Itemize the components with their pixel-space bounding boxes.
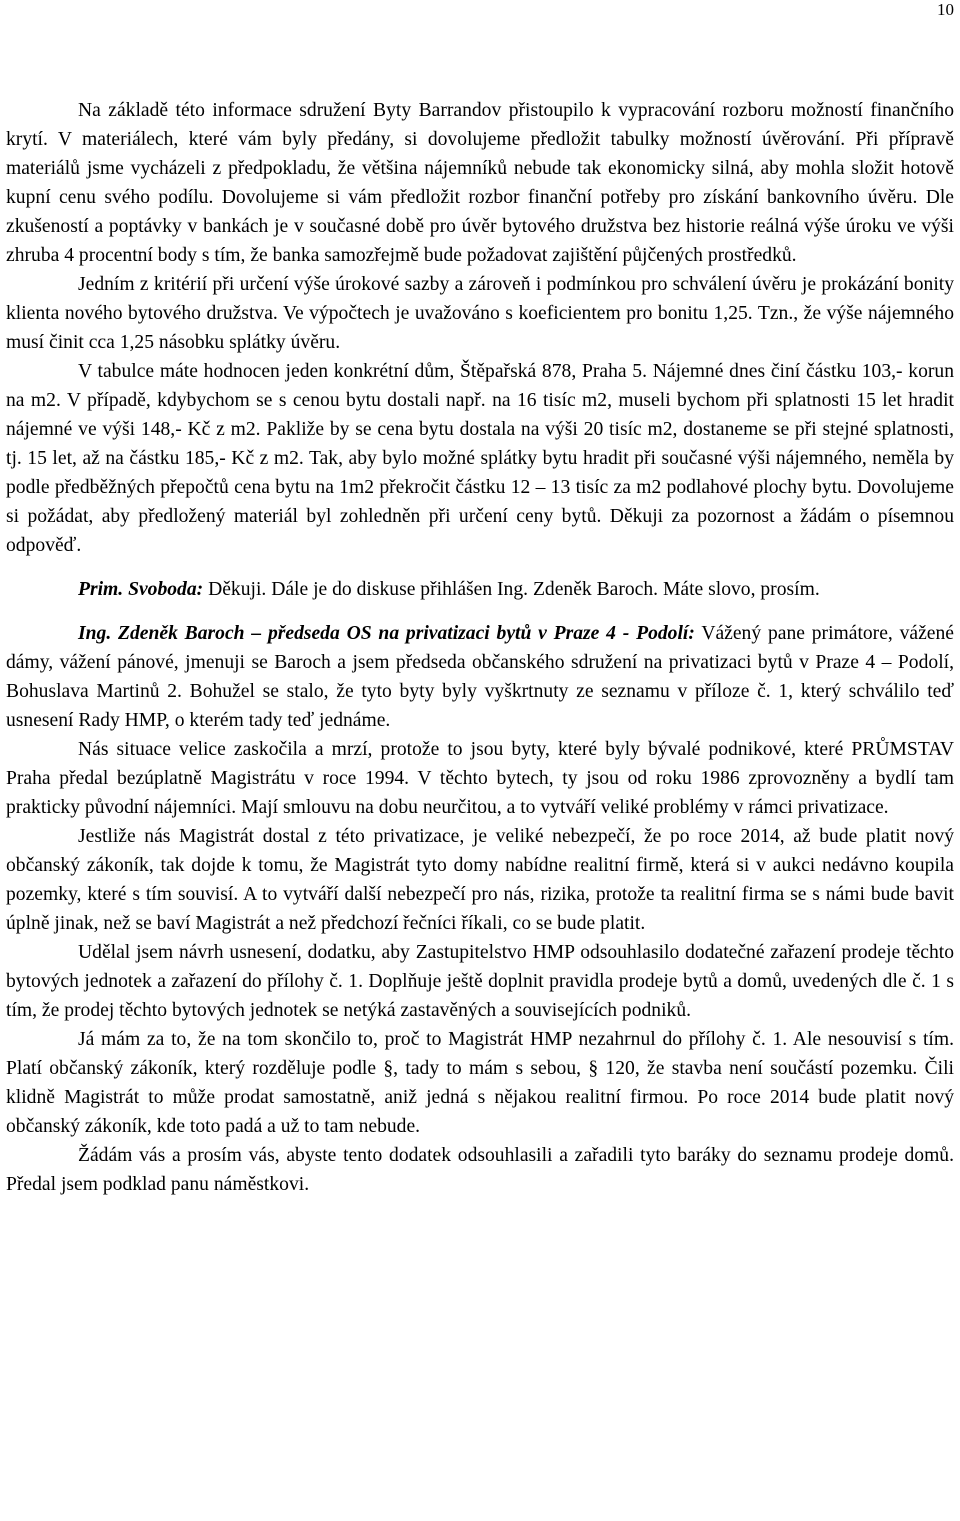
speaker-text: Vážený pane primátore, vážené dámy, vážení pánové, jmenuji se Baroch a jsem předseda občanského sdružení na privatizaci bytů v Praze 4 – Podolí, Bohuslava Martinů 2. Bohužel se stalo, že tyto byty byly vyškrtnuty ze seznamu v příloze č. 1, který schválilo teď usnesení Rady HMP, o kterém tady teď jednáme. [6, 623, 954, 731]
paragraph-risk: Jestliže nás Magistrát dostal z této privatizace, je veliké nebezpečí, že po roce 2014, až bude platit nový občanský zákoník, tak dojde k tomu, že Magistrát tyto domy nabídne realitní firmě, která si v aukci nedávno koupila pozemky, které s tím souvisí. A to vytváří další nebezpečí pro nás, rizika, protože ta realitní firma se s námi bude bavit úplně jinak, než se baví Magistrát a než předchozí řečníci říkali, co se bude platit. [6, 826, 954, 934]
paragraph-bonity: Jedním z kritérií při určení výše úrokové sazby a zároveň i podmínkou pro schválení úvěru je prokázání bonity klienta nového bytového družstva. Ve výpočtech je uvažováno s koeficientem pro bonitu 1,25. Tzn., že výše nájemného musí činit cca 1,25 násobku splátky úvěru. [6, 274, 954, 353]
speaker-name: Prim. Svoboda: [78, 579, 204, 600]
paragraph-financing: Na základě této informace sdružení Byty Barrandov přistoupilo k vypracování rozboru možností finančního krytí. V materiálech, které vám byly předány, si dovolujeme předložit tabulky možností úvěrování. Při přípravě materiálů jsme vycházeli z předpokladu, že většina nájemníků nebude tak ekonomicky silná, aby mohla složit hotově kupní cenu svého podílu. Dovolujeme si vám předložit rozbor finanční potřeby pro získání bankovního úvěru. Dle zkušeností a poptávky v bankách je v současné době pro úvěr bytového družstva bez historie reálná výše úroku ve výši zhruba 4 procentní body s tím, že banka samozřejmě bude požadovat zajištění půjčených prostředků. [6, 100, 954, 266]
paragraph-civil-code: Já mám za to, že na tom skončilo to, proč to Magistrát HMP nezahrnul do přílohy č. 1. Ale nesouvisí s tím. Platí občanský zákoník, který rozděluje podle §, tady to mám s sebou, § 120, že stavba není součástí pozemku. Čili klidně Magistrát to může prodat samostatně, aniž jedná s nějakou realitní firmou. Po roce 2014 bude platit nový občanský zákoník, kde toto padá a už to tam nebude. [6, 1029, 954, 1137]
speaker-text: Děkuji. Dále je do diskuse přihlášen Ing. Zdeněk Baroch. Máte slovo, prosím. [203, 579, 820, 600]
paragraph-request: Žádám vás a prosím vás, abyste tento dodatek odsouhlasili a zařadili tyto baráky do seznamu prodeje domů. Předal jsem podklad panu náměstkovi. [6, 1145, 954, 1195]
document-body [6, 96, 954, 1199]
chair-remark [6, 575, 954, 604]
paragraph-table: V tabulce máte hodnocen jeden konkrétní dům, Štěpařská 878, Praha 5. Nájemné dnes činí částku 103,- korun na m2. V případě, kdybychom se s cenou bytu dostali např. na 16 tisíc m2, museli bychom při splatnosti 15 let hradit nájemné ve výši 148,- Kč z m2. Pakliže by se cena bytu dostala na výši 20 tisíc m2, dostaneme se při stejné splatnosti, tj. 15 let, až na částku 185,- Kč z m2. Tak, aby bylo možné splátky bytu hradit při současné výši nájemného, neměla by podle předběžných přepočtů cena bytu na 1m2 překročit částku 12 – 13 tisíc za m2 podlahové plochy bytu. Dovolujeme si požádat, aby předložený materiál byl zohledněn při určení ceny bytů. Děkuji za pozornost a žádám o písemnou odpověď. [6, 361, 954, 556]
page-number: 10 [937, 0, 954, 19]
paragraph-situation: Nás situace velice zaskočila a mrzí, protože to jsou byty, které byly bývalé podnikové, které PRŮMSTAV Praha předal bezúplatně Magistrátu v roce 1994. V těchto bytech, ty jsou od roku 1986 zprovozněny a bydlí tam prakticky původní nájemníci. Mají smlouvu na dobu neurčitou, a to vytváří veliké problémy v rámci privatizace. [6, 739, 954, 818]
baroch-intro [6, 619, 954, 735]
speaker-name: Ing. Zdeněk Baroch – předseda OS na privatizaci bytů v Praze 4 - Podolí: [78, 623, 695, 644]
paragraph-proposal: Udělal jsem návrh usnesení, dodatku, aby Zastupitelstvo HMP odsouhlasilo dodatečné zařazení prodeje těchto bytových jednotek a zařazení do přílohy č. 1. Doplňuje ještě doplnit pravidla prodeje bytů a domů, uvedených dle č. 1 s tím, že prodej těchto bytových jednotek se netýká zastavěných a souvisejících podniků. [6, 942, 954, 1021]
